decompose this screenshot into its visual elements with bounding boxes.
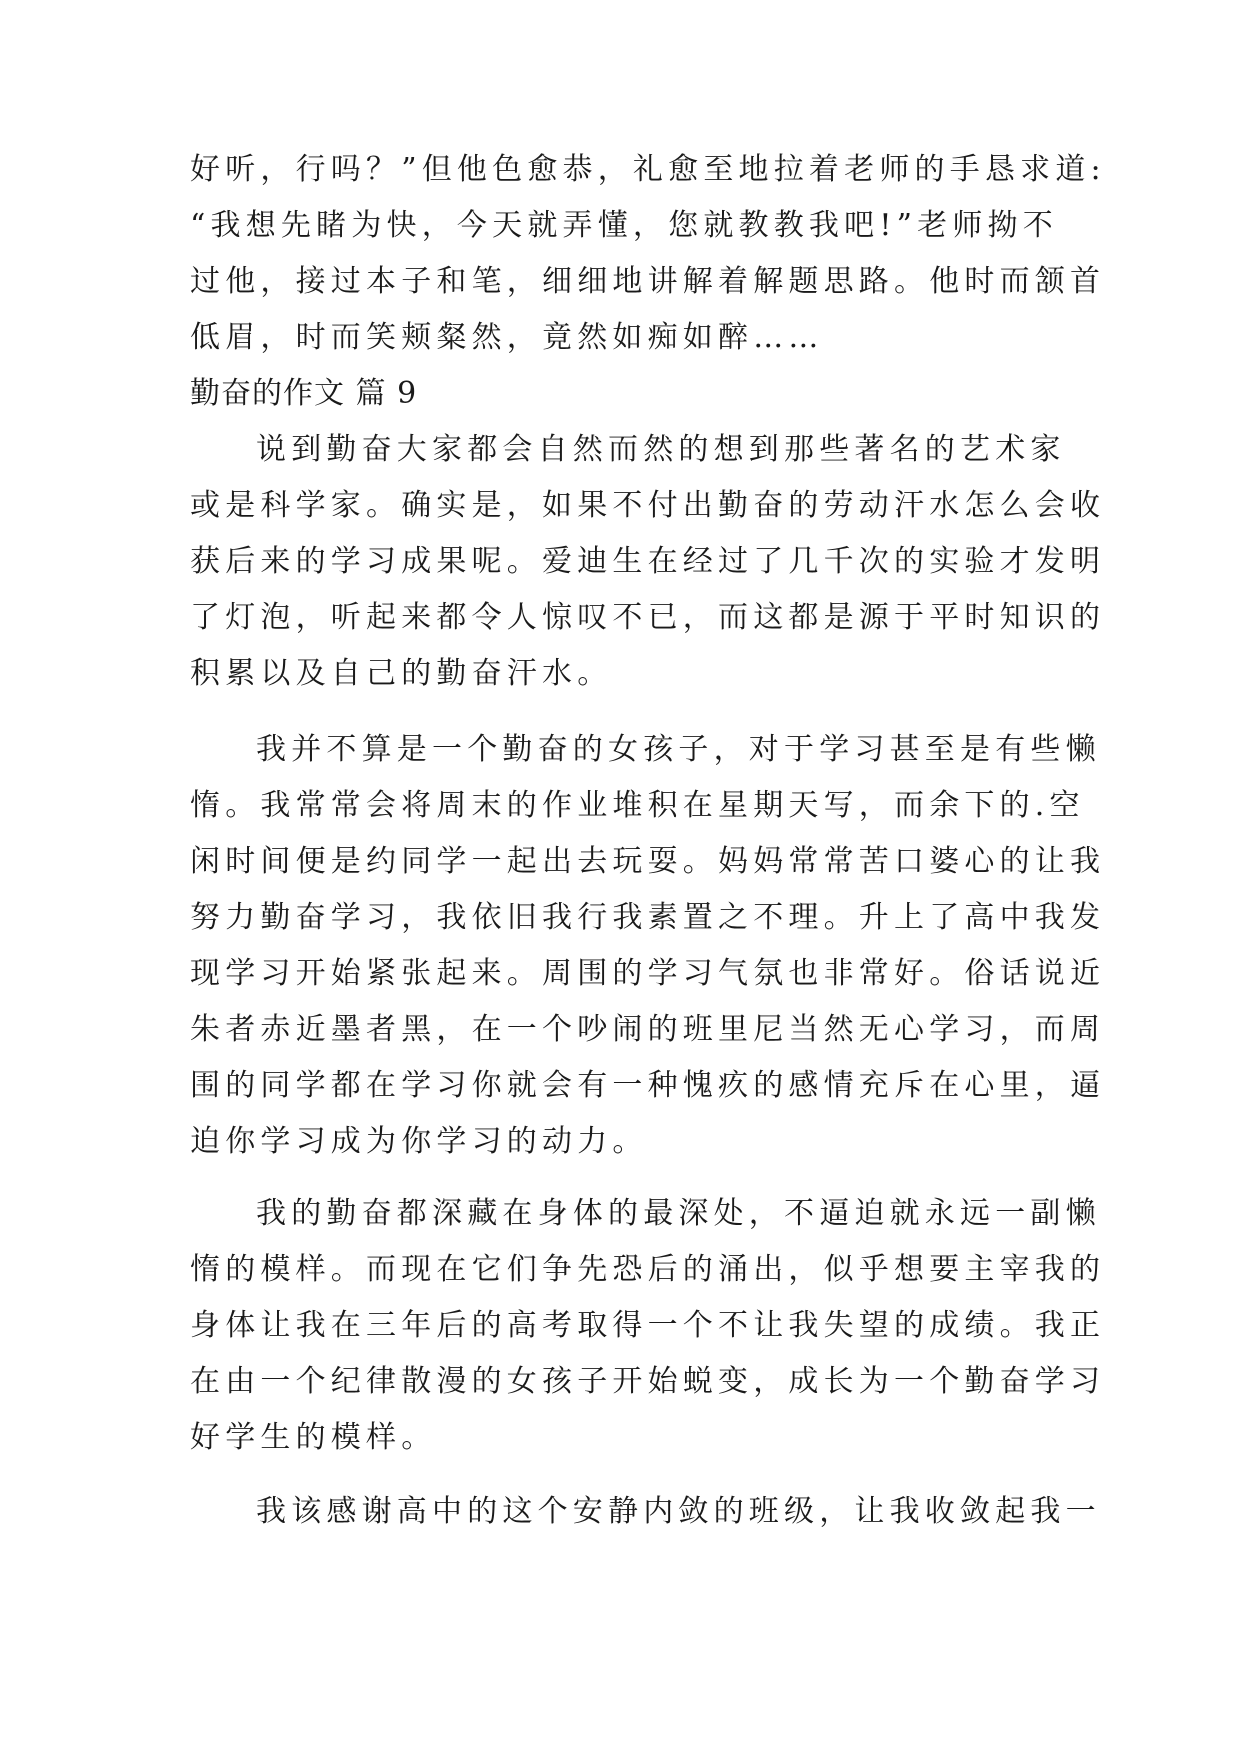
paragraph-line: 身体让我在三年后的高考取得一个不让我失望的成绩。我正 bbox=[190, 1308, 1106, 1343]
paragraph-line: 在由一个纪律散漫的女孩子开始蜕变，成长为一个勤奋学习 bbox=[190, 1364, 1106, 1399]
section-heading: 勤奋的作文 篇 9 bbox=[190, 376, 418, 411]
paragraph-line: 闲时间便是约同学一起出去玩耍。妈妈常常苦口婆心的让我 bbox=[190, 844, 1106, 879]
paragraph-line: 好听，行吗？”但他色愈恭，礼愈至地拉着老师的手恳求道: bbox=[190, 152, 1106, 187]
paragraph-line: “我想先睹为快，今天就弄懂，您就教教我吧!”老师拗不 bbox=[190, 208, 1058, 243]
paragraph-line: 过他，接过本子和笔，细细地讲解着解题思路。他时而颔首 bbox=[190, 264, 1106, 299]
paragraph-line: 迫你学习成为你学习的动力。 bbox=[190, 1124, 648, 1159]
paragraph-line: 惰的模样。而现在它们争先恐后的涌出，似乎想要主宰我的 bbox=[190, 1252, 1106, 1287]
paragraph-line: 我并不算是一个勤奋的女孩子，对于学习甚至是有些懒 bbox=[256, 732, 1101, 767]
paragraph-line: 努力勤奋学习，我依旧我行我素置之不理。升上了高中我发 bbox=[190, 900, 1106, 935]
paragraph-line: 惰。我常常会将周末的作业堆积在星期天写，而余下的.空 bbox=[190, 788, 1085, 823]
paragraph-line: 说到勤奋大家都会自然而然的想到那些著名的艺术家 bbox=[256, 432, 1066, 467]
paragraph-line: 或是科学家。确实是，如果不付出勤奋的劳动汗水怎么会收 bbox=[190, 488, 1106, 523]
paragraph-line: 我该感谢高中的这个安静内敛的班级，让我收敛起我一 bbox=[256, 1494, 1101, 1529]
paragraph-line: 积累以及自己的勤奋汗水。 bbox=[190, 656, 613, 691]
paragraph-line: 获后来的学习成果呢。爱迪生在经过了几千次的实验才发明 bbox=[190, 544, 1106, 579]
paragraph-line: 我的勤奋都深藏在身体的最深处，不逼迫就永远一副懒 bbox=[256, 1196, 1101, 1231]
paragraph-line: 朱者赤近墨者黑，在一个吵闹的班里尼当然无心学习，而周 bbox=[190, 1012, 1106, 1047]
paragraph-line: 好学生的模样。 bbox=[190, 1420, 437, 1455]
paragraph-line: 了灯泡，听起来都令人惊叹不已，而这都是源于平时知识的 bbox=[190, 600, 1106, 635]
paragraph-line: 现学习开始紧张起来。周围的学习气氛也非常好。俗话说近 bbox=[190, 956, 1106, 991]
paragraph-line: 低眉，时而笑颊粲然，竟然如痴如醉…… bbox=[190, 320, 824, 355]
paragraph-line: 围的同学都在学习你就会有一种愧疚的感情充斥在心里，逼 bbox=[190, 1068, 1106, 1103]
